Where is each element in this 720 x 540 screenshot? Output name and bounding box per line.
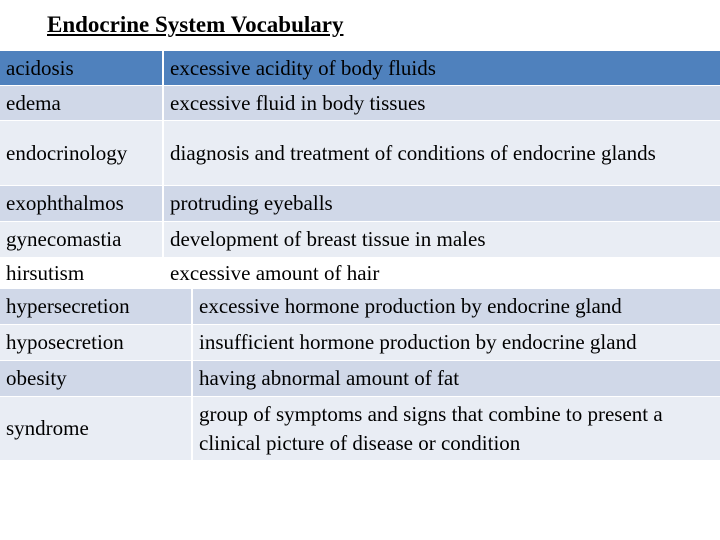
table-row xyxy=(0,397,720,461)
table-row xyxy=(0,51,720,86)
table-row xyxy=(0,289,720,325)
term-cell: syndrome xyxy=(0,397,192,461)
definition-cell: excessive acidity of body fluids xyxy=(163,51,720,86)
term-cell: acidosis xyxy=(0,51,163,86)
definition-cell: development of breast tissue in males xyxy=(163,222,720,258)
definition-cell: having abnormal amount of fat xyxy=(192,361,720,397)
definition-cell: diagnosis and treatment of conditions of endocrine glands xyxy=(163,121,720,186)
table-row xyxy=(0,258,720,290)
term-cell: gynecomastia xyxy=(0,222,163,258)
page-title: Endocrine System Vocabulary xyxy=(47,12,344,37)
definition-cell: insufficient hormone production by endocrine gland xyxy=(192,325,720,361)
table-row xyxy=(0,361,720,397)
term-cell: endocrinology xyxy=(0,121,163,186)
table-row xyxy=(0,186,720,222)
definition-cell: protruding eyeballs xyxy=(163,186,720,222)
definition-cell: excessive amount of hair xyxy=(163,258,720,290)
term-cell: obesity xyxy=(0,361,192,397)
term-cell: edema xyxy=(0,86,163,121)
table-row xyxy=(0,121,720,186)
table-row xyxy=(0,325,720,361)
definition-cell: group of symptoms and signs that combine to present a clinical picture of disease or condition xyxy=(192,397,720,461)
vocabulary-table-1 xyxy=(0,50,720,290)
table-row xyxy=(0,86,720,121)
definition-cell: excessive hormone production by endocrine gland xyxy=(192,289,720,325)
term-cell: hyposecretion xyxy=(0,325,192,361)
term-cell: hirsutism xyxy=(0,258,163,290)
table-row xyxy=(0,222,720,258)
term-cell: hypersecretion xyxy=(0,289,192,325)
definition-cell: excessive fluid in body tissues xyxy=(163,86,720,121)
term-cell: exophthalmos xyxy=(0,186,163,222)
vocabulary-table-2 xyxy=(0,288,720,461)
